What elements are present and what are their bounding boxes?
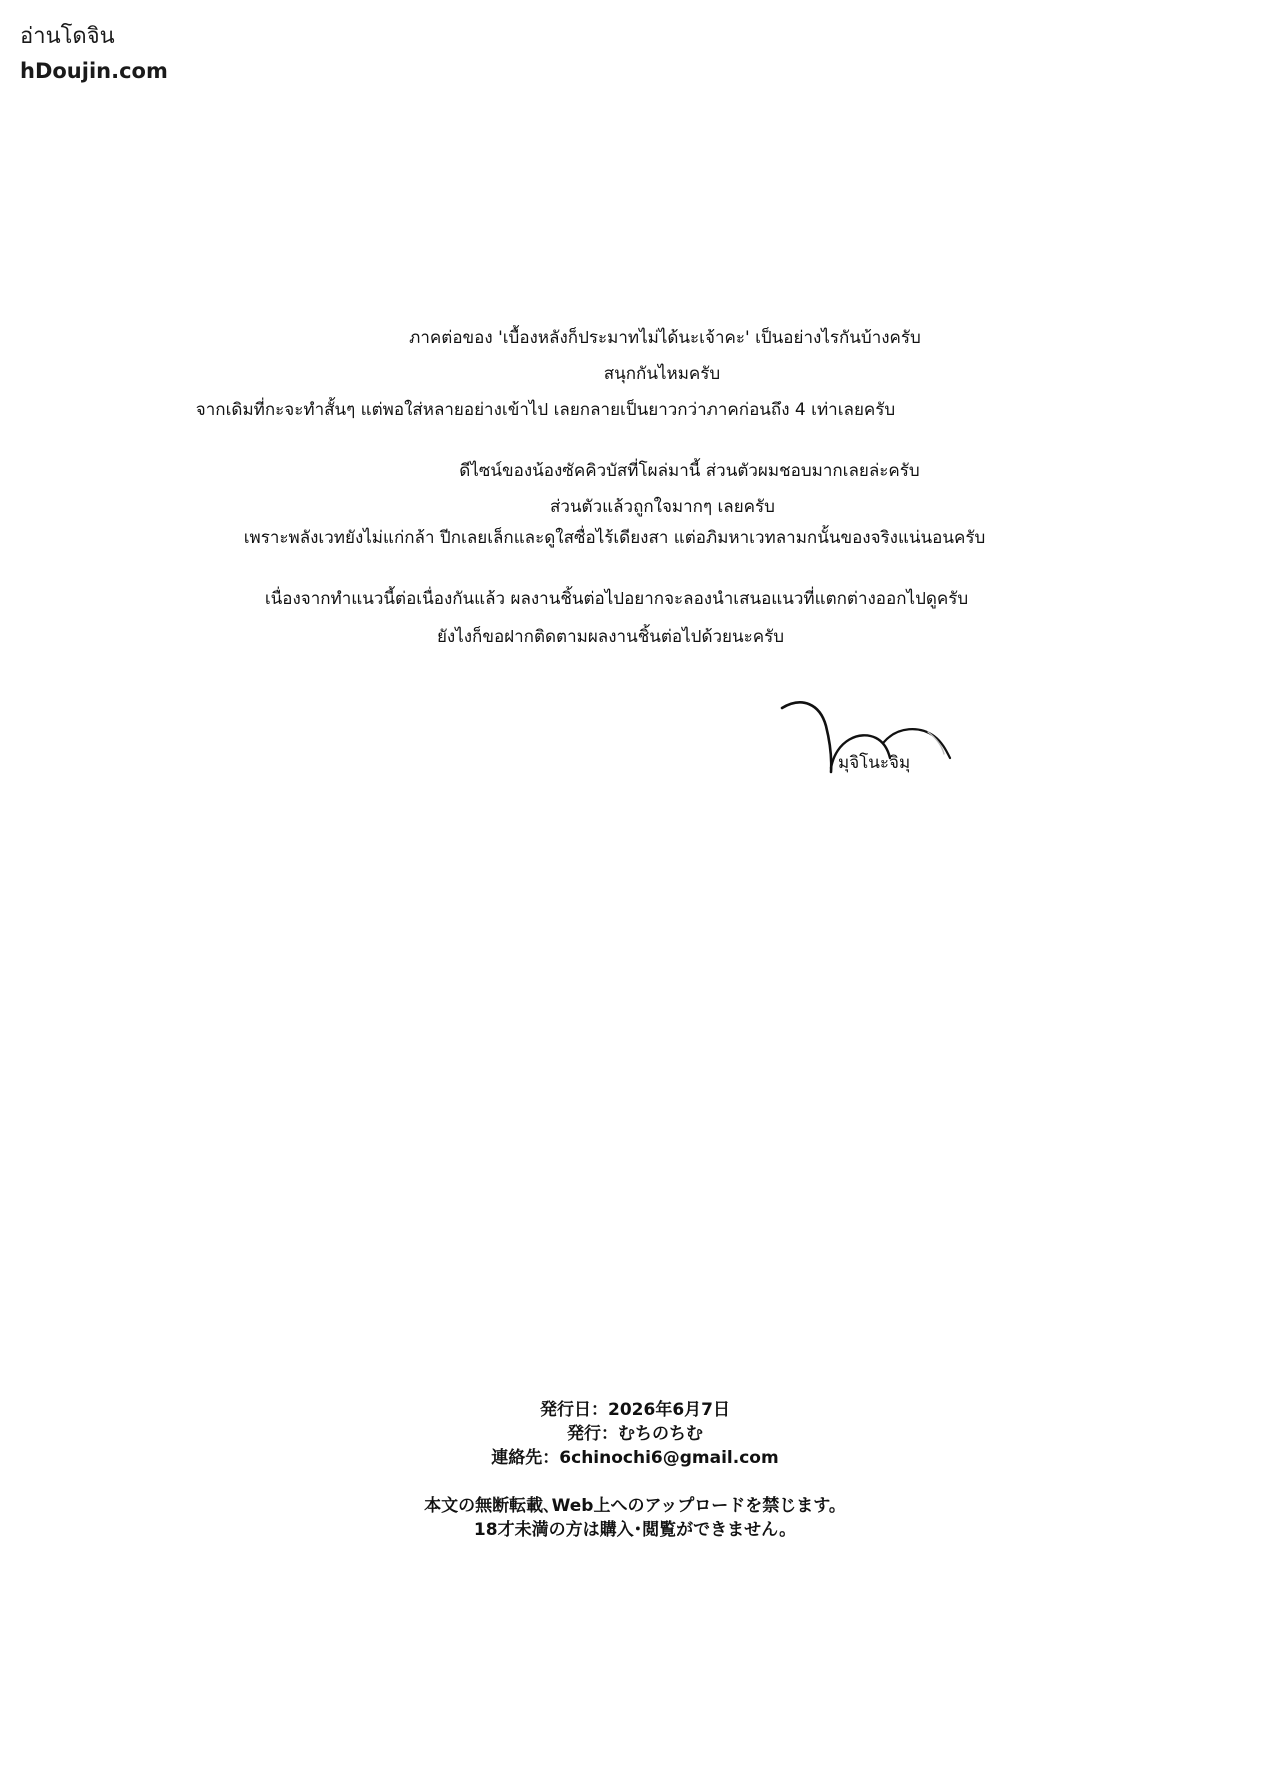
author-signature [780, 696, 960, 786]
author-name: มุจิโนะจิมุ [838, 753, 911, 773]
publication-date: 発行日：2026年6月7日 [540, 1400, 730, 1420]
age-restriction-notice: 18才未満の方は購入･閲覧ができません。 [473, 1520, 797, 1540]
watermark [20, 22, 168, 86]
afterword-line: สนุกกันไหมครับ [603, 364, 721, 384]
watermark-site-name: อ่านโดจิน [20, 24, 115, 49]
colophon [0, 1398, 1270, 1542]
watermark-site-url: hDoujin.com [20, 59, 168, 83]
afterword-line: ภาคต่อของ 'เบื้องหลังก็ประมาทไม่ได้นะเจ้าคะ' เป็นอย่างไรกันบ้างครับ [409, 328, 921, 348]
publisher: 発行：むちのちむ [567, 1424, 703, 1444]
afterword-line: จากเดิมที่กะจะทำสั้นๆ แต่พอใส่หลายอย่างเข้าไป เลยกลายเป็นยาวกว่าภาคก่อนถึง 4 เท่าเลยครับ [195, 400, 896, 420]
copyright-notice: 本文の無断転載､Web上へのアップロードを禁じます。 [424, 1496, 846, 1516]
afterword-line: ดีไซน์ของน้องซัคคิวบัสที่โผล่มานี้ ส่วนตัวผมชอบมากเลยล่ะครับ [459, 461, 920, 481]
afterword-line: ส่วนตัวแล้วถูกใจมากๆ เลยครับ [550, 497, 775, 517]
afterword-line: ยังไงก็ขอฝากติดตามผลงานชิ้นต่อไปด้วยนะครับ [436, 627, 785, 647]
afterword-message [0, 328, 1240, 647]
contact-info: 連絡先：6chinochi6@gmail.com [491, 1448, 779, 1468]
afterword-line: เพราะพลังเวทยังไม่แก่กล้า ปีกเลยเล็กและดูใสซื่อไร้เดียงสา แต่อภิมหาเวทลามกนั้นของจริงแน่นอนครับ [243, 528, 986, 548]
afterword-line: เนื่องจากทำแนวนี้ต่อเนื่องกันแล้ว ผลงานชิ้นต่อไปอยากจะลองนำเสนอแนวที่แตกต่างออกไปดูครับ [264, 589, 969, 609]
